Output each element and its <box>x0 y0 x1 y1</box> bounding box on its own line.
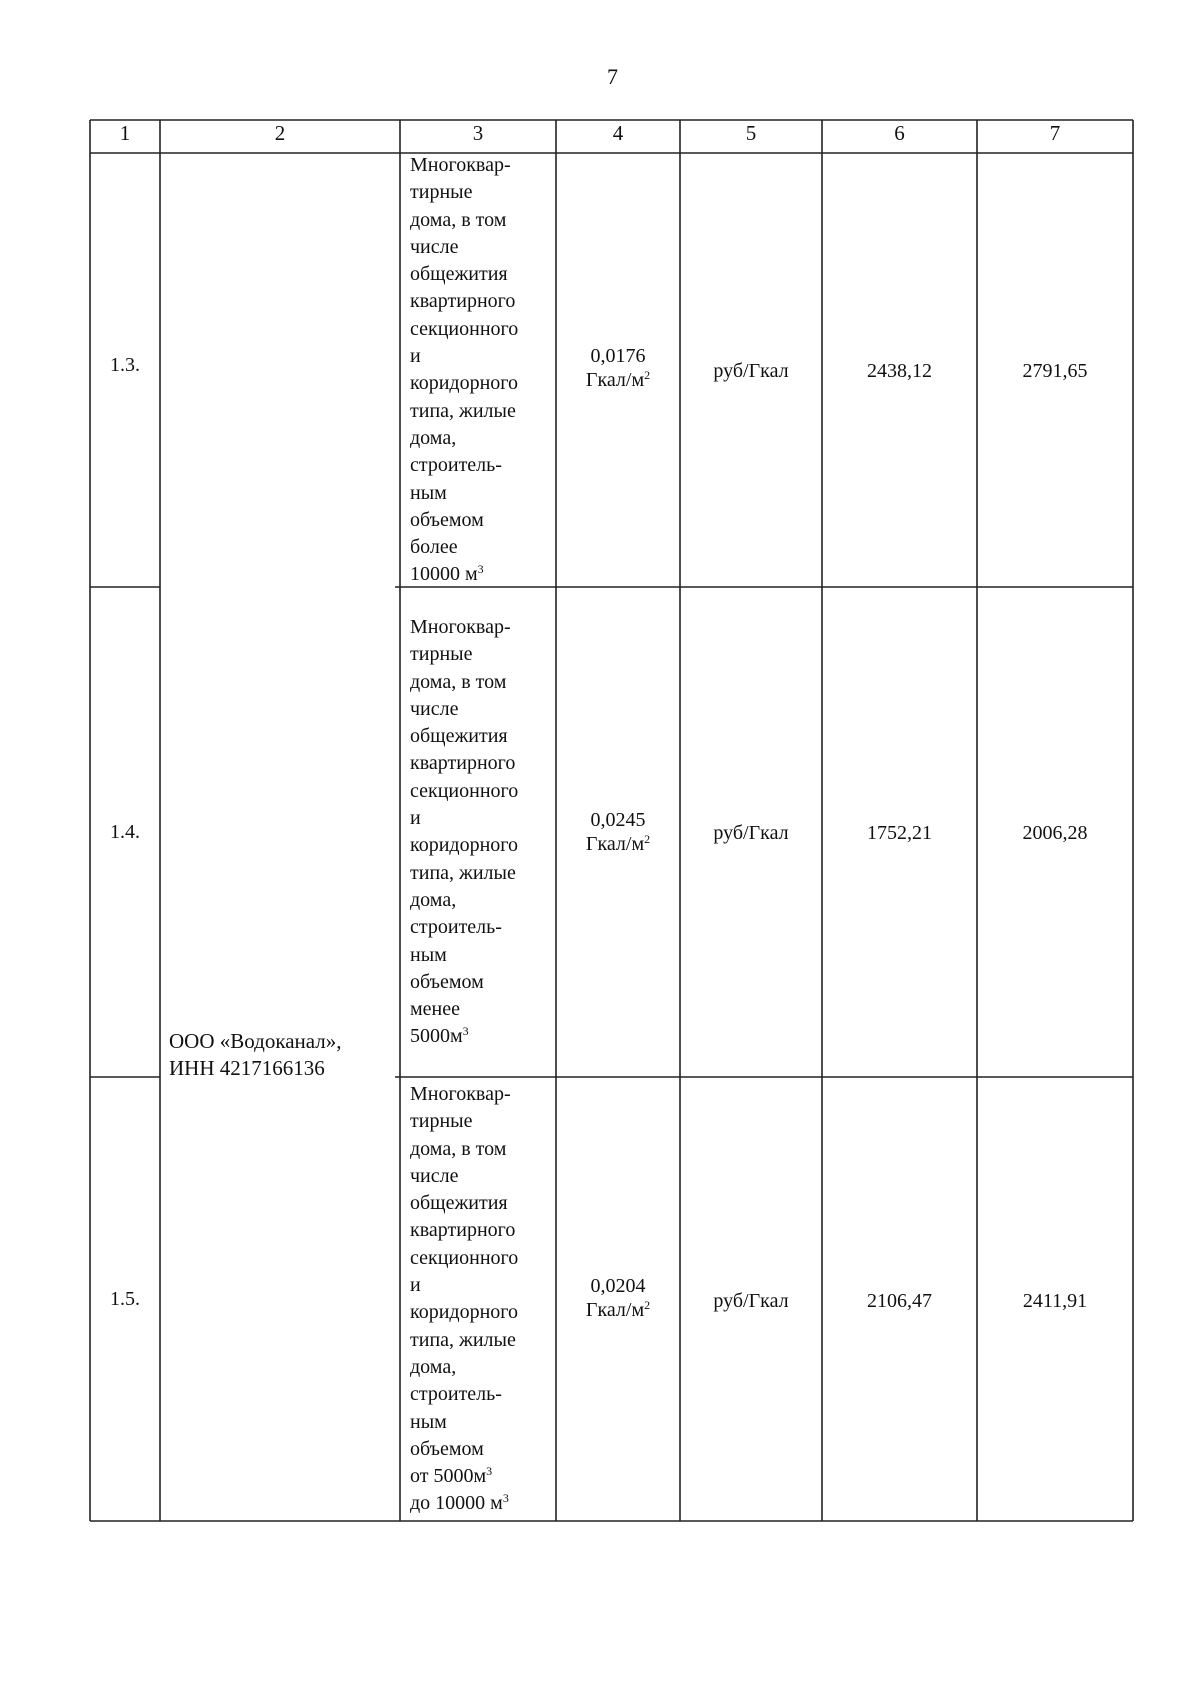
unit-cell: руб/Гкал <box>713 822 789 844</box>
heat-norm: 0,0176 Гкал/$м^2$ <box>585 345 651 391</box>
tariff-col-6: 1752,21 <box>867 822 932 844</box>
header-col-2: 2 <box>274 121 286 145</box>
unit-cell: руб/Гкал <box>713 1290 789 1312</box>
row-description: Многоквар- тирные дома, в том числе общежития квартирного секционного и коридорного типа, жилые дома, строитель- ным объемом от $5000м^3$ до 10000 $м^3$ <box>410 1083 519 1515</box>
page-number: 7 <box>607 64 618 89</box>
tariff-col-6: 2106,47 <box>867 1290 932 1312</box>
heat-norm: 0,0245 Гкал/$м^2$ <box>585 809 651 855</box>
row-description: Многоквар- тирные дома, в том числе общежития квартирного секционного и коридорного типа, жилые дома, строитель- ным объемом менее $5000м^3$ <box>410 616 519 1048</box>
unit-cell: руб/Гкал <box>713 360 789 382</box>
organization-cell <box>169 1028 394 1082</box>
heat-norm: 0,0204 Гкал/$м^2$ <box>585 1275 651 1321</box>
tariff-col-7: 2411,91 <box>1022 1290 1088 1312</box>
tariff-col-7: 2791,65 <box>1022 360 1088 382</box>
header-col-4: 4 <box>612 121 624 145</box>
organization-inn: ИНН 4217166136 <box>169 1056 325 1080</box>
tariff-col-6: 2438,12 <box>867 360 932 382</box>
header-col-1: 1 <box>119 121 131 145</box>
row-description: Многоквар- тирные дома, в том числе общежития квартирного секционного и коридорного типа, жилые дома, строитель- ным объемом более 10000 $м^3$ <box>410 154 519 586</box>
organization-name: ООО «Водоканал», <box>169 1029 342 1053</box>
row-number: 1.3. <box>110 354 140 376</box>
header-col-5: 5 <box>745 121 757 145</box>
tariff-col-7: 2006,28 <box>1022 822 1088 844</box>
header-col-3: 3 <box>472 121 484 145</box>
row-number: 1.4. <box>110 821 140 843</box>
header-col-7: 7 <box>1049 121 1061 145</box>
row-number: 1.5. <box>110 1288 140 1310</box>
header-col-6: 6 <box>894 121 905 145</box>
